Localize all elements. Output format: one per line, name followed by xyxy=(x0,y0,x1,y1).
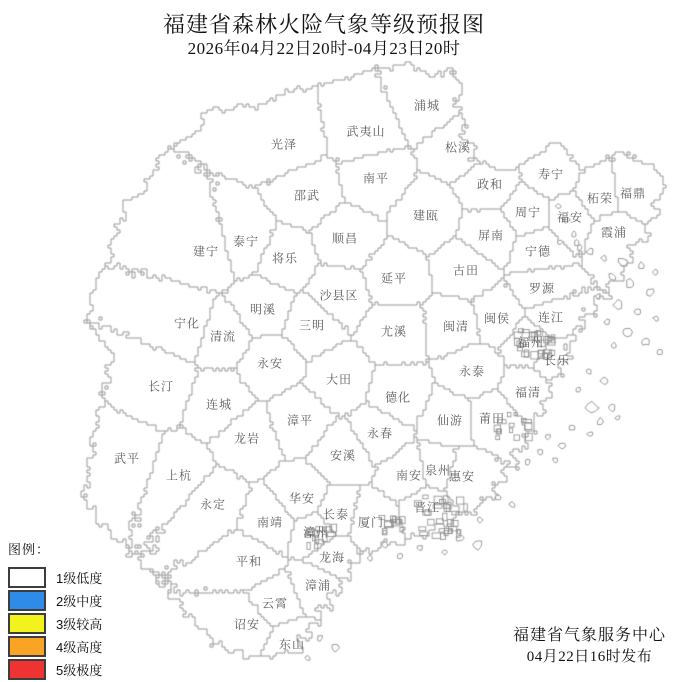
county-label: 永春 xyxy=(366,426,394,441)
county-label: 长汀 xyxy=(147,379,175,394)
county-label: 上杭 xyxy=(165,468,193,483)
legend-row xyxy=(8,590,102,610)
legend-label: 4级高度 xyxy=(56,639,103,655)
county-label: 浦城 xyxy=(413,98,441,113)
county-label: 云霄 xyxy=(261,596,289,611)
legend-row xyxy=(8,636,102,656)
county-label: 柘荣 xyxy=(586,191,614,206)
county-label: 连城 xyxy=(205,397,233,412)
legend-items xyxy=(8,567,102,679)
county-label: 明溪 xyxy=(249,302,277,317)
county-label: 霞浦 xyxy=(600,225,628,240)
county-label: 大田 xyxy=(325,372,353,387)
county-label: 福州 xyxy=(517,335,545,350)
county-label: 福安 xyxy=(556,210,584,225)
legend-label: 5级极度 xyxy=(56,662,103,678)
county-label: 顺昌 xyxy=(331,231,359,246)
county-label: 松溪 xyxy=(444,140,472,155)
county-label: 南平 xyxy=(362,171,390,186)
county-label: 三明 xyxy=(298,318,326,333)
county-label: 武平 xyxy=(113,451,141,466)
county-label: 闽清 xyxy=(442,319,470,334)
county-label: 尤溪 xyxy=(380,324,408,339)
county-label: 华安 xyxy=(288,491,316,506)
county-label: 仙游 xyxy=(436,413,464,428)
county-label: 平和 xyxy=(235,554,263,569)
county-label: 永定 xyxy=(199,497,227,512)
publisher-name: 福建省气象服务中心 xyxy=(512,627,666,644)
county-label: 厦门 xyxy=(357,515,385,530)
county-label: 罗源 xyxy=(528,281,556,296)
county-label: 龙岩 xyxy=(233,431,261,446)
county-label: 武夷山 xyxy=(346,124,386,139)
county-label: 永安 xyxy=(256,356,284,371)
legend-swatch xyxy=(8,636,46,657)
county-label: 邵武 xyxy=(293,188,321,203)
county-label: 建宁 xyxy=(192,244,220,259)
county-label: 宁化 xyxy=(173,316,201,331)
legend-label: 2级中度 xyxy=(56,593,103,609)
legend-row xyxy=(8,567,102,587)
county-label: 建瓯 xyxy=(412,208,440,223)
county-label: 寿宁 xyxy=(537,167,565,182)
legend-row xyxy=(8,613,102,633)
county-label: 晋江 xyxy=(413,500,441,515)
county-label: 延平 xyxy=(380,271,408,286)
county-label: 福鼎 xyxy=(619,186,647,201)
county-label: 德化 xyxy=(384,390,412,405)
legend-heading: 图例： xyxy=(8,542,51,557)
legend-swatch xyxy=(8,567,46,588)
county-label: 南安 xyxy=(395,468,423,483)
county-label: 屏南 xyxy=(477,228,505,243)
county-label: 宁德 xyxy=(524,244,552,259)
county-label: 长泰 xyxy=(322,507,350,522)
county-label: 闽侯 xyxy=(483,311,511,326)
county-label: 将乐 xyxy=(271,251,299,266)
county-label: 惠安 xyxy=(448,469,476,484)
county-label: 南靖 xyxy=(256,515,284,530)
county-label: 连江 xyxy=(537,310,565,325)
county-label: 永泰 xyxy=(458,364,486,379)
county-label: 沙县区 xyxy=(319,288,359,303)
county-label: 泉州 xyxy=(424,463,452,478)
county-label: 政和 xyxy=(476,177,504,192)
county-label: 龙海 xyxy=(318,550,346,565)
county-label: 东山 xyxy=(278,637,306,652)
county-label: 漳州 xyxy=(302,525,330,540)
publish-time: 04月22日16时发布 xyxy=(526,649,653,665)
county-label: 莆田 xyxy=(478,411,506,426)
county-label: 漳浦 xyxy=(304,578,332,593)
county-label: 周宁 xyxy=(514,205,542,220)
county-label: 漳平 xyxy=(286,413,314,428)
legend-row xyxy=(8,659,102,679)
county-label: 古田 xyxy=(452,263,480,278)
legend-label: 1级低度 xyxy=(56,570,103,586)
county-label: 清流 xyxy=(209,329,237,344)
county-label: 泰宁 xyxy=(232,234,260,249)
legend-swatch xyxy=(8,590,46,611)
county-label: 安溪 xyxy=(329,448,357,463)
county-label: 福清 xyxy=(514,385,542,400)
county-label: 长乐 xyxy=(543,353,571,368)
legend-swatch xyxy=(8,659,46,680)
legend-swatch xyxy=(8,613,46,634)
publisher-block xyxy=(513,622,666,666)
fire-danger-legend xyxy=(8,539,102,682)
legend-label: 3级较高 xyxy=(56,616,103,632)
county-label: 诏安 xyxy=(233,617,261,632)
county-label: 光泽 xyxy=(270,137,298,152)
